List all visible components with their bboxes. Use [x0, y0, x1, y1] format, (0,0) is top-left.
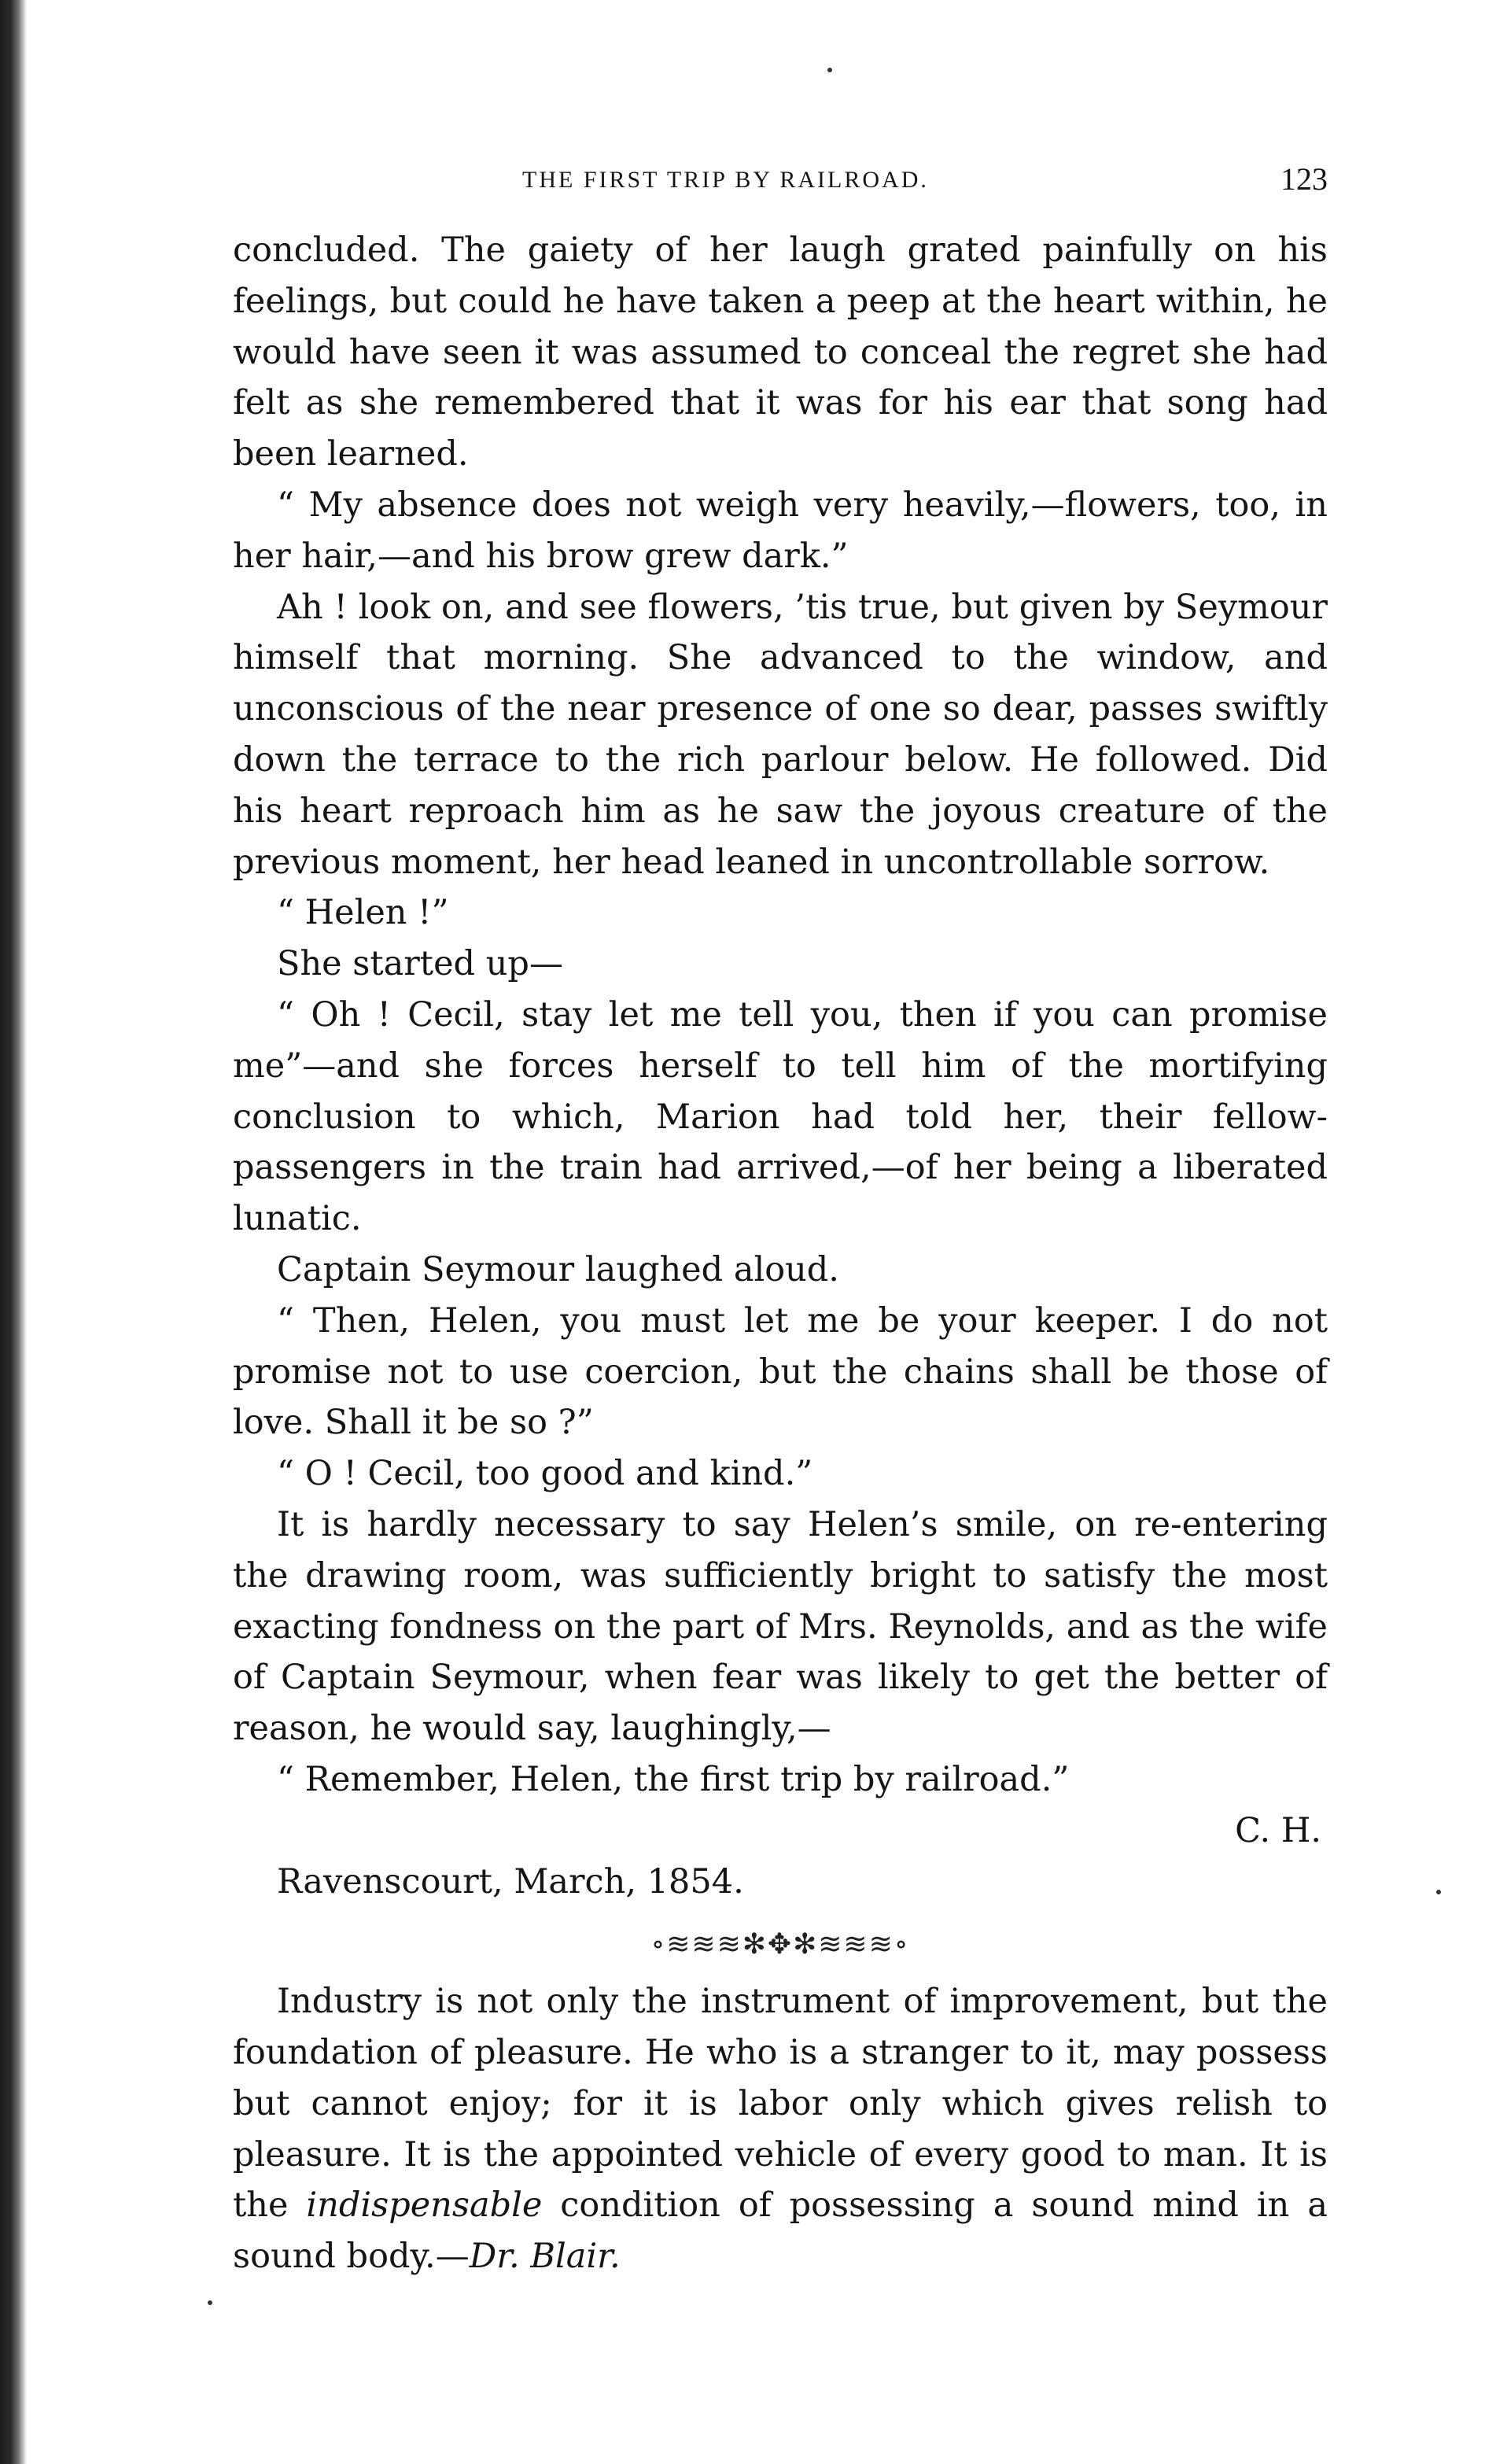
- section-ornament: [233, 1929, 1328, 1961]
- print-speck: [827, 68, 832, 72]
- paragraph: “ O ! Cecil, too good and kind.”: [277, 1454, 813, 1494]
- paragraph: “ Then, Helen, you must let me be your keeper. I do not promise not to use coercion, but the chains shall be those of love. Shall it be so ?”: [233, 1300, 1328, 1443]
- paragraph: “ My absence does not weigh very heavily,—flowers, too, in her hair,—and his brow grew dark.”: [233, 485, 1328, 576]
- quotation-paragraph: [233, 1976, 1328, 2282]
- paragraph: “ Helen !”: [277, 893, 449, 933]
- paragraph: Captain Seymour laughed aloud.: [277, 1249, 839, 1289]
- paragraph: It is hardly necessary to say Helen’s smile, on re-entering the drawing room, was sufficiently bright to satisfy the most exacting fondness on the part of Mrs. Reynolds, and as the wife of Captain Seymour, when fear was likely to get the better of reason, he would say, laughingly,—: [233, 1504, 1328, 1749]
- quotation-emphasis: indispensable: [306, 2186, 543, 2226]
- page-binding-edge: [0, 0, 27, 2464]
- quotation-author: Dr. Blair.: [469, 2237, 621, 2277]
- quotation-text-continued: condition of possessing a sound mind in a sound body.—: [233, 2186, 1328, 2277]
- page-number: 123: [1280, 161, 1328, 197]
- ornament-glyphs: ∘≋≋≋✻✥✻≋≋≋∘: [650, 1928, 910, 1961]
- page-body: [233, 225, 1328, 2282]
- print-speck: [1436, 1890, 1441, 1894]
- paragraph: “ Oh ! Cecil, stay let me tell you, then if you can promise me”—and she forces herself to tell him of the mortifying conclusion to which, Marion had told her, their fellow-passengers in the train had arrived,—of her being a liberated lunatic.: [233, 994, 1328, 1239]
- paragraph: Ah ! look on, and see flowers, ’tis true, but given by Seymour himself that morning. She advanced to the window, and unconscious of the near presence of one so dear, passes swiftly down the terrace to the rich parlour below. He followed. Did his heart reproach him as he saw the joyous creature of the previous moment, her head leaned in uncontrollable sorrow.: [233, 587, 1328, 882]
- running-head: THE FIRST TRIP BY RAILROAD.: [522, 167, 929, 193]
- paragraph-continued: concluded. The gaiety of her laugh grated painfully on his feelings, but could he have taken a peep at the heart within, he would have seen it was assumed to conceal the regret she had felt as she remembered that it was for his ear that song had been learned.: [233, 231, 1328, 474]
- paragraph: “ Remember, Helen, the first trip by railroad.”: [277, 1759, 1070, 1799]
- print-speck: [208, 2300, 212, 2305]
- author-initials: C. H.: [1235, 1810, 1321, 1850]
- page-header: [234, 160, 1328, 208]
- quotation-text: Industry is not only the instrument of improvement, but the foundation of pleasure. He who is a stranger to it, may possess but cannot enjoy; for it is labor only which gives relish to pleasure. It is the appointed vehicle of every good to man. It is the: [233, 1982, 1328, 2226]
- place-and-date: Ravenscourt, March, 1854.: [277, 1861, 744, 1901]
- paragraph: She started up—: [277, 944, 563, 984]
